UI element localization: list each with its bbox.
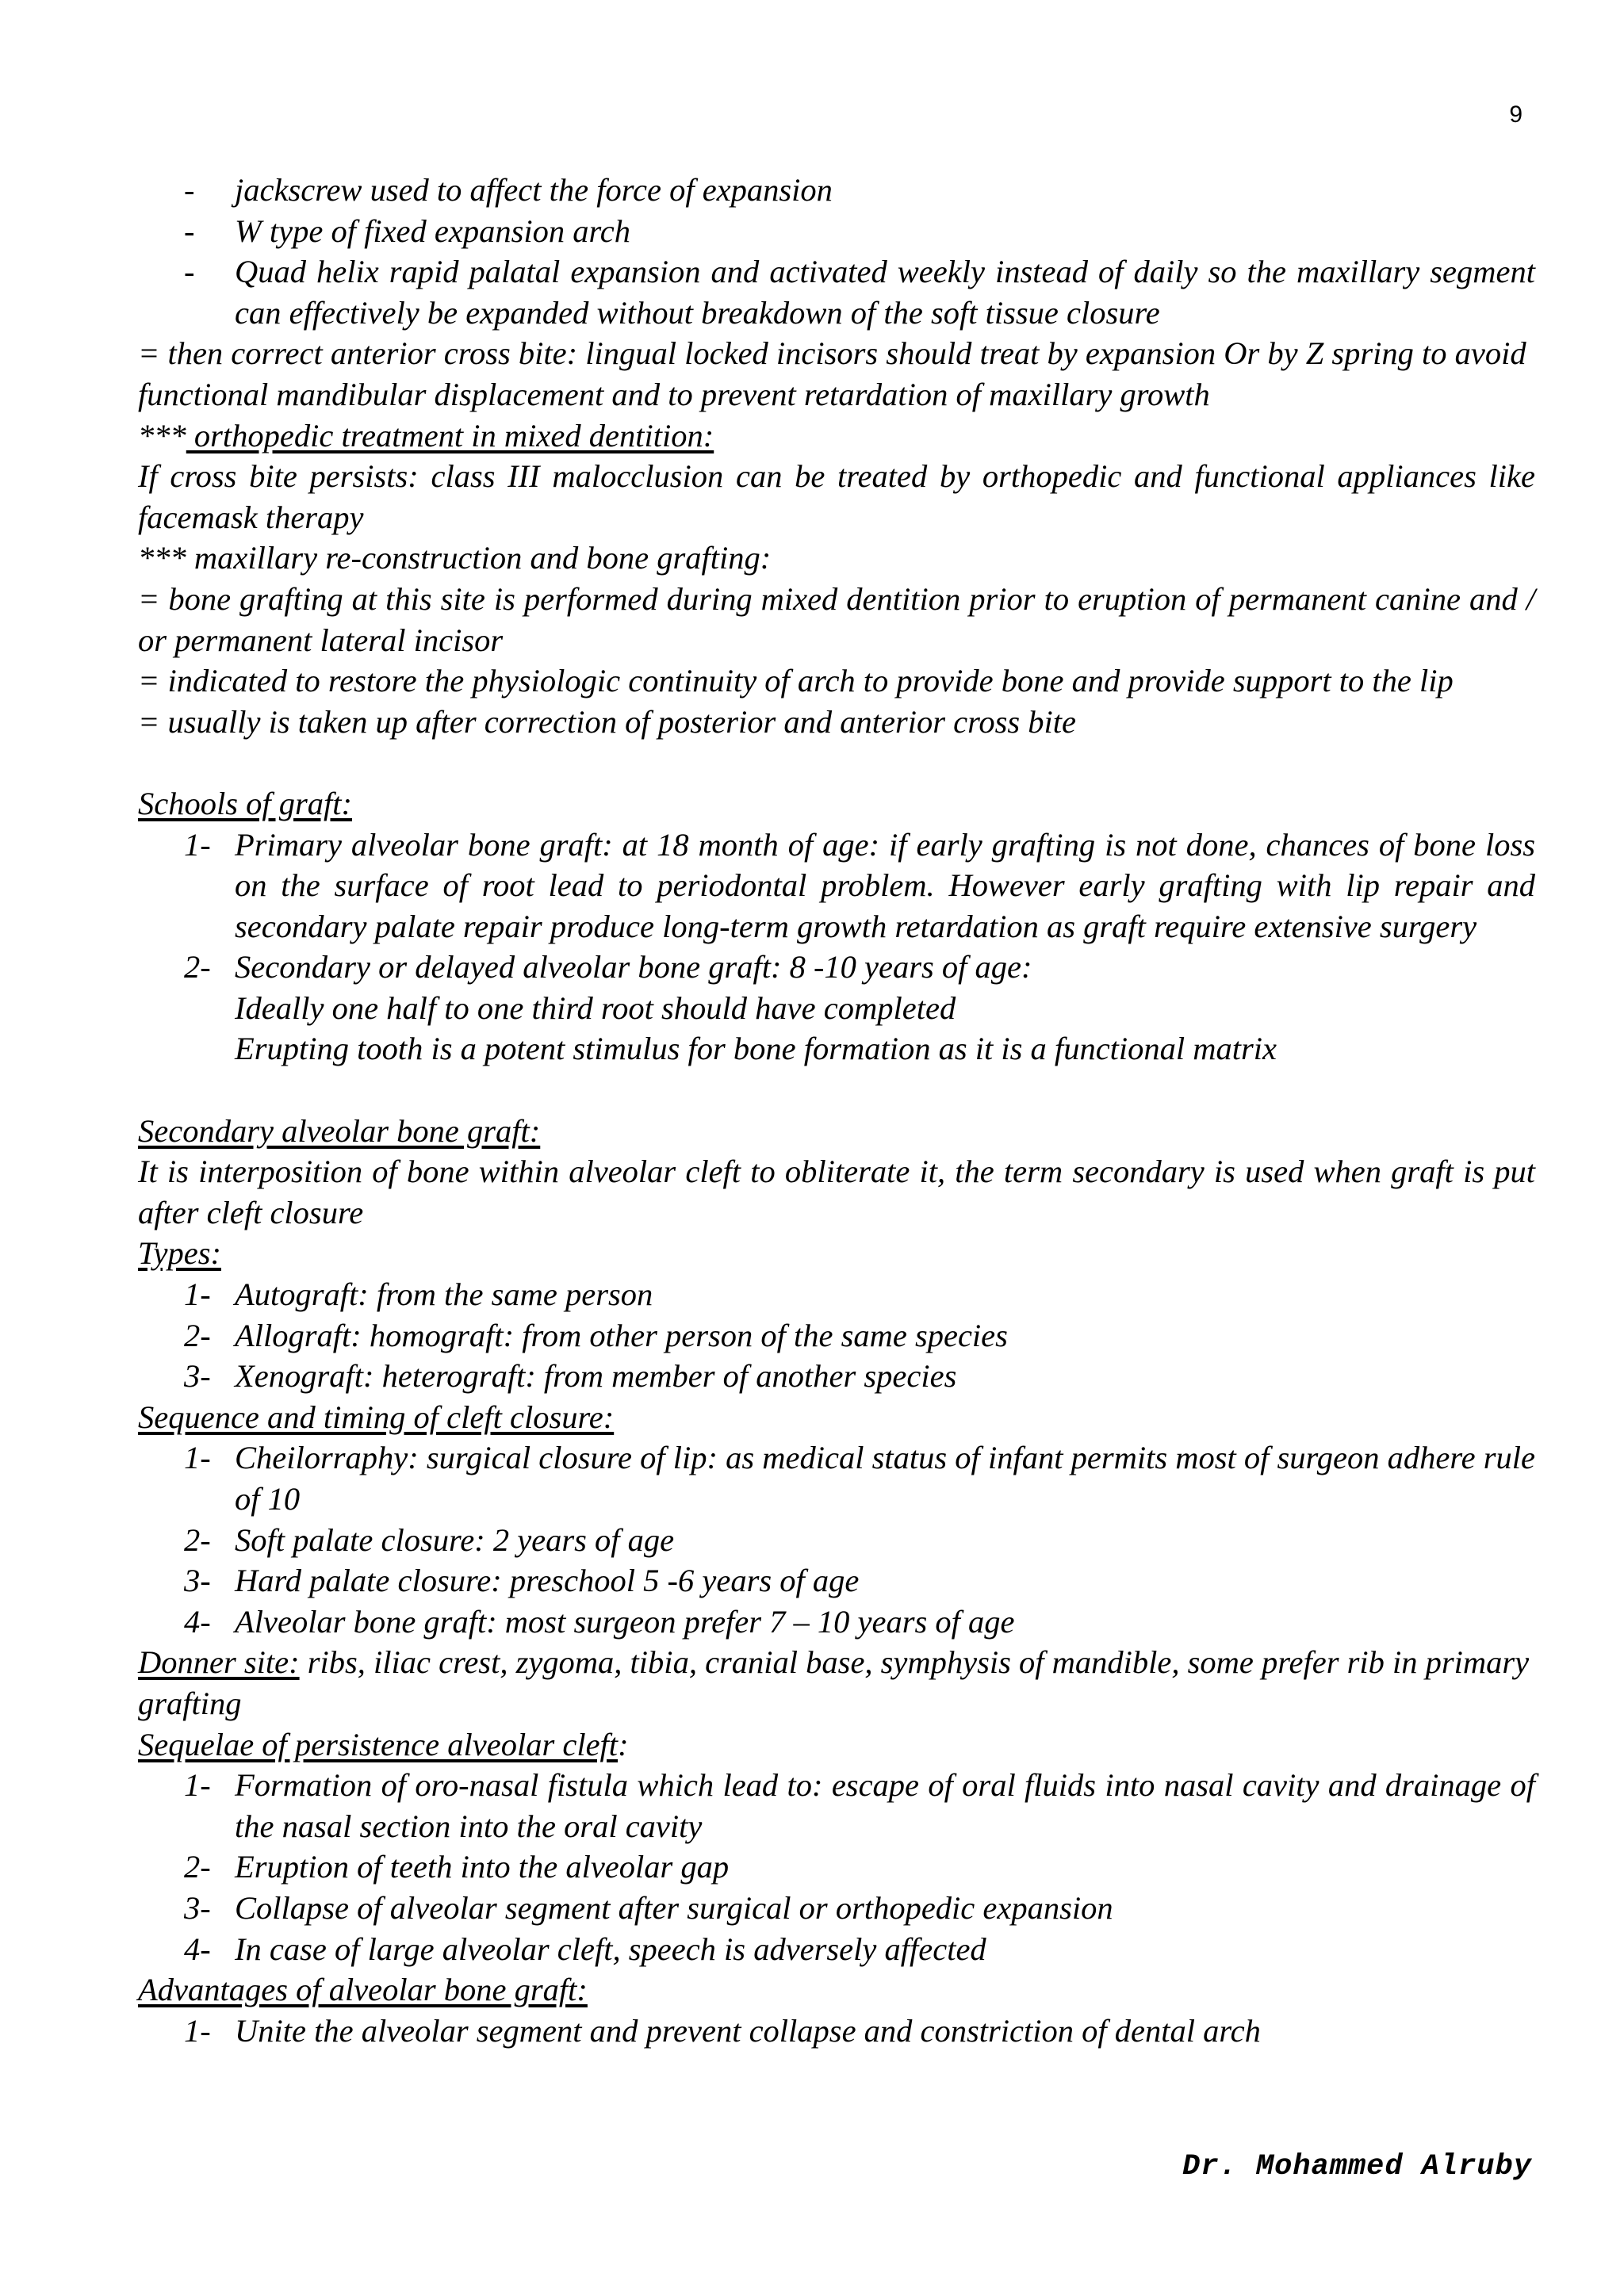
list-item-text: Primary alveolar bone graft: at 18 month of age: if early grafting is not done, chances of bone loss on the surface of root lead to periodontal problem. However early grafting with lip repair and secondary palate repair produce long-term growth retardation as graft require extensive surgery [235,826,1535,944]
heading-text: Types: [138,1235,221,1272]
list-item [138,947,1535,988]
list-item-text: Autograft: from the same person [235,1276,653,1313]
list-item [138,1846,1535,1888]
list-item-text: Soft palate closure: 2 years of age [235,1521,675,1558]
list-item-text: Collapse of alveolar segment after surgical or orthopedic expansion [235,1889,1113,1926]
list-number: 1- [184,1767,211,1804]
list-item [138,251,1535,333]
list-item-text: W type of fixed expansion arch [235,212,630,249]
list-item-text: Xenograft: heterograft: from member of another species [235,1358,957,1395]
heading-text: Advantages of alveolar bone graft: [138,1972,588,2008]
page-number: 9 [1509,101,1522,128]
donor-text: ribs, iliac crest, zygoma, tibia, cranial base, symphysis of mandible, some prefer rib in primary grafting [138,1644,1530,1721]
list-number: 3- [184,1358,211,1395]
list-number: 4- [184,1931,211,1967]
list-item [138,1437,1535,1519]
section-heading-advantages [138,1969,1535,2011]
list-item-text: Allograft: homograft: from other person of the same species [235,1317,1008,1353]
heading-text: Sequelae of persistence alveolar cleft [138,1726,619,1762]
list-number: 4- [184,1603,211,1640]
list-item-text: Hard palate closure: preschool 5 -6 years of age [235,1563,860,1599]
section-heading-sequelae [138,1724,1535,1766]
list-item [138,1888,1535,1929]
list-item [138,211,1535,252]
heading-text: Sequence and timing of cleft closure: [138,1399,615,1435]
list-item-text: Quad helix rapid palatal expansion and activated weekly instead of daily so the maxillary segment can effectively be expanded without breakdown of the soft tissue closure [235,254,1535,331]
list-item [138,170,1535,211]
anterior-crossbite-paragraph: = then correct anterior cross bite: lingual locked incisors should treat by expansion Or by Z spring to avoid functional mandibular displacement and to prevent retardation of maxillary growth [138,335,1526,412]
list-item [138,2011,1535,2052]
section-heading-schools [138,783,1535,825]
reconstruction-heading: *** maxillary re-construction and bone grafting: [138,540,772,576]
bullet-marker: - [184,212,195,249]
list-item-text: In case of large alveolar cleft, speech is adversely affected [235,1931,986,1967]
section-heading-sequence [138,1397,1535,1438]
donor-paragraph [138,1642,1535,1724]
reconstruction-line: = bone grafting at this site is performed during mixed dentition prior to eruption of permanent canine and / or permanent lateral incisor [138,580,1535,658]
list-number: 3- [184,1889,211,1926]
list-number: 2- [184,1849,211,1885]
list-item [138,1765,1535,1846]
secondary-paragraph: It is interposition of bone within alveolar cleft to obliterate it, the term secondary is used when graft is put after cleft closure [138,1154,1535,1230]
list-item [138,1560,1535,1601]
list-continuation: Erupting tooth is a potent stimulus for bone formation as it is a functional matrix [235,1031,1277,1067]
document-body [138,170,1535,2051]
list-item [138,825,1535,947]
list-item-text: Secondary or delayed alveolar bone graft: 8 -10 years of age: [235,949,1032,985]
list-item-text: Alveolar bone graft: most surgeon prefer 7 – 10 years of age [235,1603,1015,1640]
orthopedic-heading [138,415,1535,457]
heading-text: orthopedic treatment in mixed dentition: [186,417,714,453]
list-number: 1- [184,1440,211,1476]
list-item [138,1520,1535,1561]
heading-text: Schools of graft: [138,785,352,821]
spacer [138,1070,1535,1111]
list-item-text: Unite the alveolar segment and prevent collapse and constriction of dental arch [235,2012,1261,2049]
heading-text: Secondary alveolar bone graft: [138,1112,541,1149]
donor-label: Donner site: [138,1644,300,1681]
orthopedic-paragraph: If cross bite persists: class III malocclusion can be treated by orthopedic and functional appliances like facemask therapy [138,458,1535,535]
list-item [138,1356,1535,1397]
list-item [138,1315,1535,1357]
list-item [138,1929,1535,1970]
list-item-text: jackscrew used to affect the force of expansion [235,172,833,208]
list-continuation: Ideally one half to one third root should have completed [235,989,956,1026]
list-number: 3- [184,1563,211,1599]
author-signature: Dr. Mohammed Alruby [1182,2150,1532,2183]
bullet-marker: - [184,254,195,290]
heading-stars: *** [138,417,186,453]
reconstruction-line: = indicated to restore the physiologic continuity of arch to provide bone and provide support to the lip [138,663,1454,699]
list-number: 2- [184,1317,211,1353]
list-number: 2- [184,1521,211,1558]
list-item [138,1601,1535,1643]
bullet-marker: - [184,172,195,208]
reconstruction-line: = usually is taken up after correction of posterior and anterior cross bite [138,703,1076,740]
list-number: 1- [184,1276,211,1313]
heading-colon: : [618,1726,629,1762]
section-heading-secondary [138,1111,1535,1152]
list-number: 1- [184,2012,211,2049]
list-item [138,1274,1535,1315]
spacer [138,742,1535,783]
list-number: 2- [184,949,211,985]
list-item-text: Cheilorraphy: surgical closure of lip: as medical status of infant permits most of surgeon adhere rule of 10 [235,1440,1535,1517]
list-item-text: Formation of oro-nasal fistula which lead to: escape of oral fluids into nasal cavity and drainage of the nasal section into the oral cavity [235,1767,1535,1844]
list-item-text: Eruption of teeth into the alveolar gap [235,1849,730,1885]
list-number: 1- [184,826,211,863]
section-heading-types [138,1233,1535,1274]
